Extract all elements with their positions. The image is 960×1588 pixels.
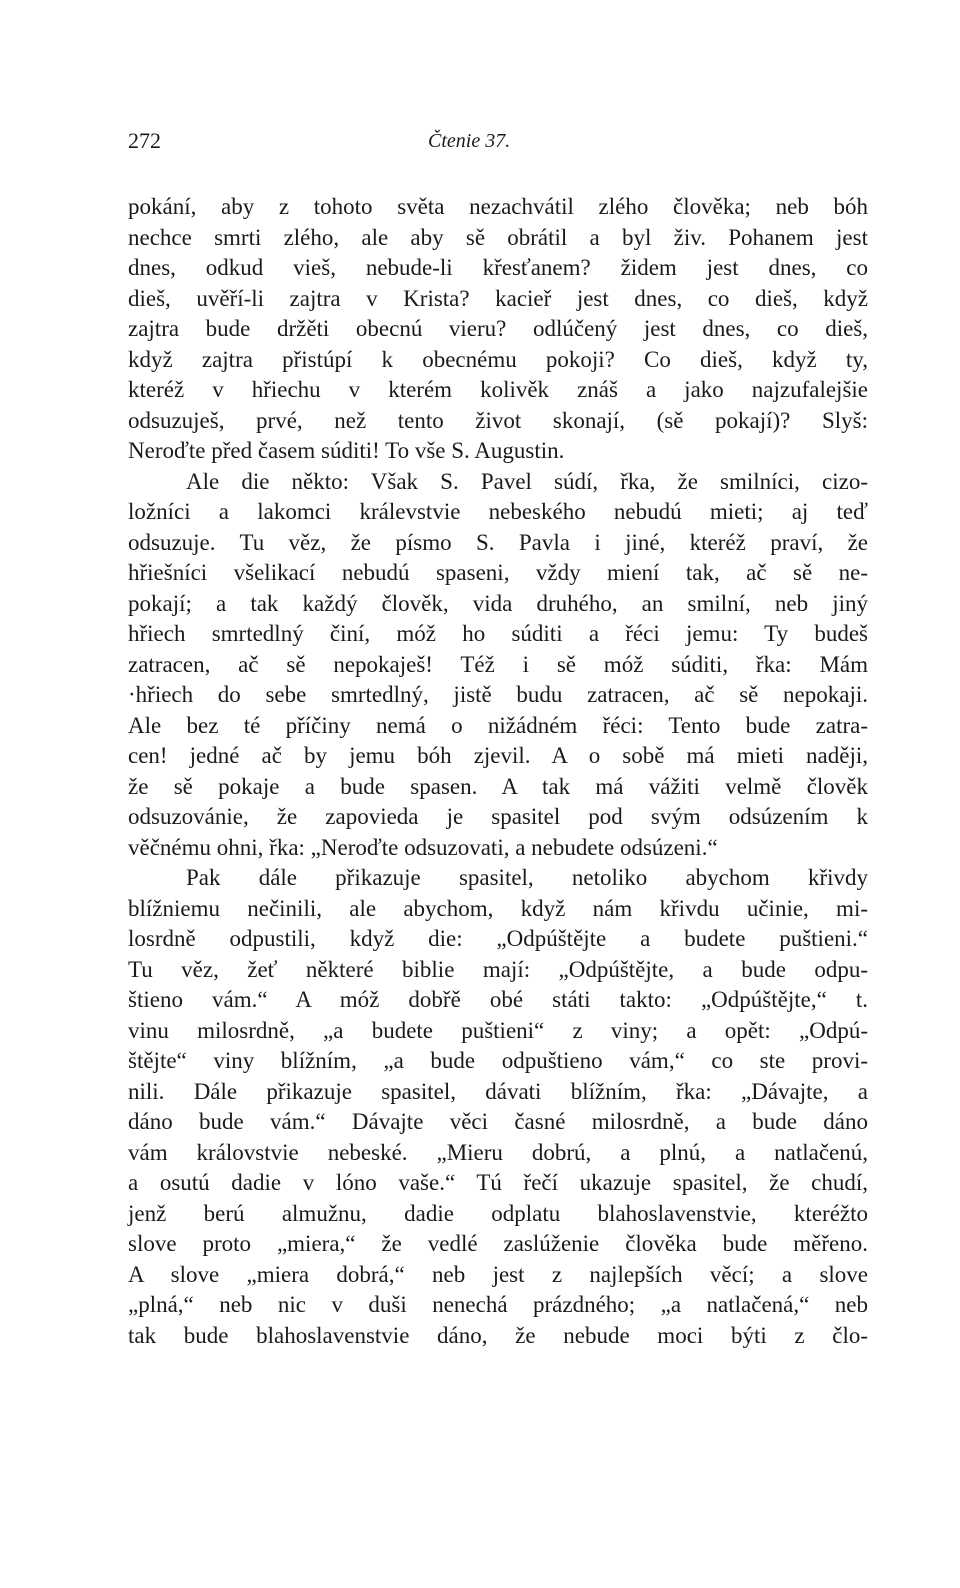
text-line: hřiešníci všelikací nebudú spaseni, vždy miení tak, ač sě ne- — [128, 560, 868, 585]
page-header — [128, 126, 868, 162]
text-line: losrdně odpustili, když die: „Odpúštějte a budete puštieni.“ — [128, 926, 868, 951]
text-line: štieno vám.“ A móž dobřě obé státi takto: „Odpúštějte,“ t. — [128, 987, 868, 1012]
text-line: dáno bude vám.“ Dávajte věci časné milosrdně, a bude dáno — [128, 1109, 868, 1134]
text-line: že sě pokaje a bude spasen. A tak má vážiti velmě člověk — [128, 773, 868, 799]
text-line: dnes, odkud vieš, nebude-li křesťanem? židem jest dnes, co — [128, 255, 868, 280]
text-line: jenž berú almužnu, dadie odplatu blahoslavenstvie, kteréžto — [128, 1200, 868, 1226]
text-line: Ale die někto: Však S. Pavel súdí, řka, že smilníci, cizo- — [186, 468, 868, 494]
body-text — [128, 192, 868, 1351]
text-line: dieš, uvěří-li zajtra v Krista? kacieř jest dnes, co dieš, když — [128, 285, 868, 311]
text-line: pokání, aby z tohoto světa nezachvátil zlého člověka; neb bóh — [128, 194, 868, 219]
text-line: ·hřiech do sebe smrtedlný, jistě budu zatracen, ač sě nepokaji. — [128, 682, 868, 707]
text-line: nili. Dále přikazuje spasitel, dávati blížním, řka: „Dávajte, a — [128, 1078, 868, 1104]
text-line: Pak dále přikazuje spasitel, netoliko abychom křivdy — [186, 865, 868, 890]
text-line: když zajtra přistúpí k obecnému pokoji? Co dieš, když ty, — [128, 346, 868, 372]
text-line: Tu věz, žeť některé biblie mají: „Odpúštějte, a bude odpu- — [128, 956, 868, 982]
text-line: zajtra bude držěti obecnú vieru? odlúčený jest dnes, co dieš, — [128, 316, 868, 341]
text-line: vinu milosrdně, „a budete puštieni“ z viny; a opět: „Odpú- — [128, 1017, 868, 1043]
text-line: cen! jedné ač by jemu bóh zjevil. A o sobě má mieti naději, — [128, 743, 868, 768]
text-line: vám královstvie nebeské. „Mieru dobrú, a plnú, a natlačenú, — [128, 1139, 868, 1165]
text-line: a osutú dadie v lóno vaše.“ Tú řečí ukazuje spasitel, že chudí, — [128, 1170, 868, 1195]
text-line: pokají; a tak každý člověk, vida druhého, an smilní, neb jiný — [128, 590, 868, 616]
page-number: 272 — [128, 128, 161, 153]
text-line: blížniemu nečinili, ale abychom, když nám křivdu učinie, mi- — [128, 895, 868, 921]
running-head: Čtenie 37. — [428, 130, 511, 152]
text-line: nechce smrti zlého, ale aby sě obrátil a byl živ. Pohanem jest — [128, 224, 868, 250]
text-line: Ale bez té příčiny nemá o nižádném řéci: Tento bude zatra- — [128, 712, 868, 738]
text-line: věčnému ohni, řka: „Neroďte odsuzovati, a nebudete odsúzeni.“ — [128, 834, 718, 860]
text-line: „plná,“ neb nic v duši nenechá prázdného; „a natlačená,“ neb — [128, 1292, 868, 1317]
text-line: tak bude blahoslavenstvie dáno, že nebude moci býti z člo- — [128, 1322, 868, 1348]
text-line: ložníci a lakomci králevstvie nebeského nebudú mieti; aj teď — [128, 499, 868, 524]
text-line: hřiech smrtedlný činí, móž ho súditi a řéci jemu: Ty budeš — [128, 621, 868, 646]
text-line: odsuzuje. Tu věz, že písmo S. Pavla i jiné, kteréž praví, že — [128, 529, 868, 555]
text-line: zatracen, ač sě nepokaješ! Též i sě móž súditi, řka: Mám — [128, 651, 868, 677]
text-line: slove proto „miera,“ že vedlé zaslúženie člověka bude měřeno. — [128, 1231, 868, 1256]
text-line: kteréž v hřiechu v kterém kolivěk znáš a jako najzufalejšie — [128, 377, 868, 402]
text-line: štějte“ viny blížním, „a bude odpuštieno vám,“ co ste provi- — [128, 1048, 868, 1073]
text-line: Neroďte před časem súditi! To vše S. Augustin. — [128, 438, 565, 463]
text-line: odsuzovánie, že zapovieda je spasitel pod svým odsúzením k — [128, 804, 868, 829]
text-line: odsuzuješ, prvé, než tento život skonají, (sě pokají)? Slyš: — [128, 407, 868, 433]
text-line: A slove „miera dobrá,“ neb jest z najlepších věcí; a slove — [128, 1261, 868, 1287]
